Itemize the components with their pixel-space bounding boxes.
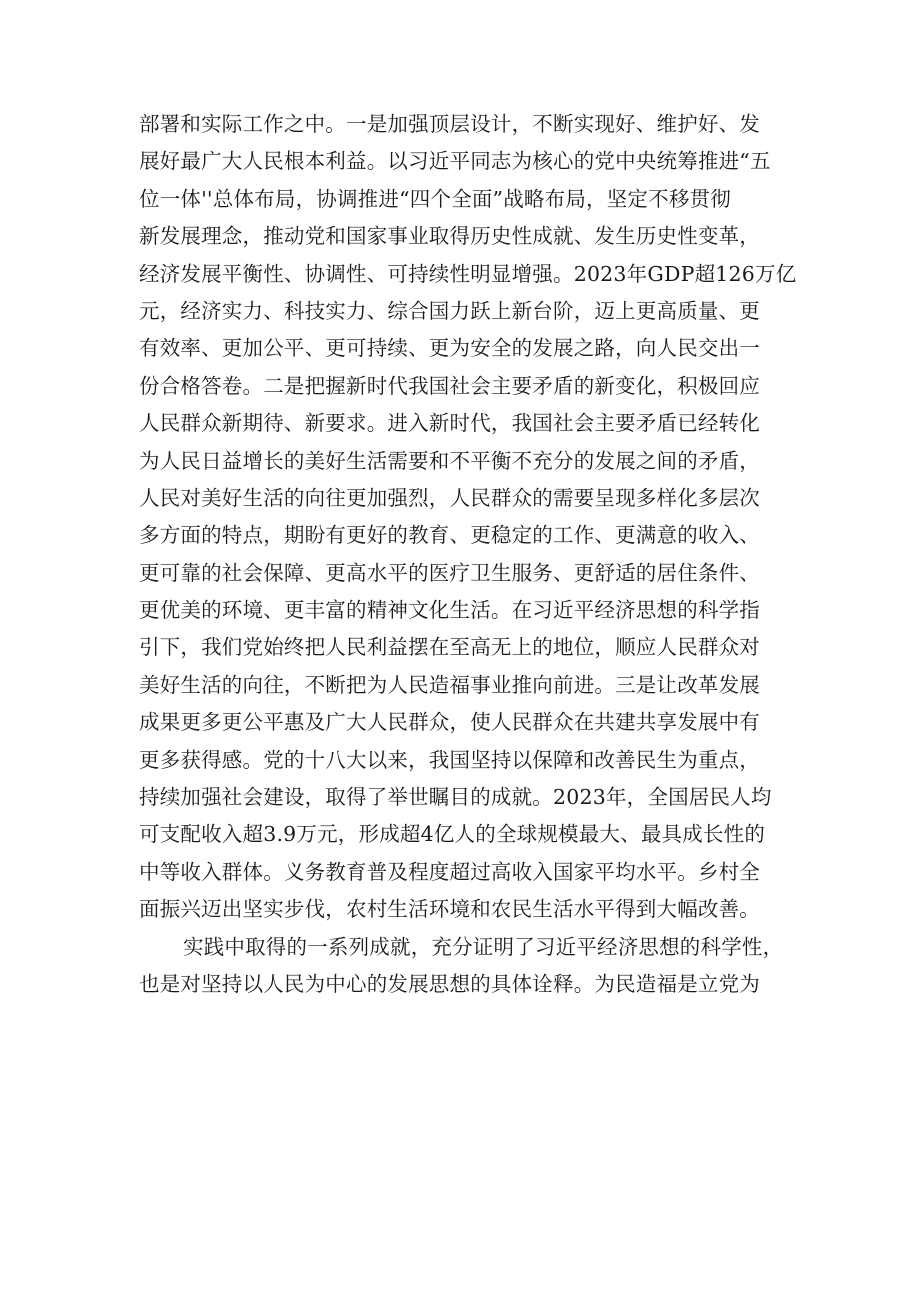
text-line-14: 更优美的环境、更丰富的精神文化生活。在习近平经济思想的科学指 <box>139 598 760 623</box>
text-line-12: 多方面的特点，期盼有更好的教育、更稳定的工作、更满意的收入、 <box>139 523 760 548</box>
text-line-23: 实践中取得的一系列成就，充分证明了习近平经济思想的科学性， <box>183 934 784 959</box>
text-line-5: 经济发展平衡性、协调性、可持续性明显增强。2023年GDP超126万亿 <box>139 261 797 286</box>
text-line-24: 也是对坚持以人民为中心的发展思想的具体诠释。为民造福是立党为 <box>139 971 760 996</box>
text-line-21: 中等收入群体。义务教育普及程度超过高收入国家平均水平。乡村全 <box>139 859 760 884</box>
text-line-22: 面振兴迈出坚实步伐，农村生活环境和农民生活水平得到大幅改善。 <box>139 897 760 922</box>
text-line-7: 有效率、更加公平、更可持续、更为安全的发展之路，向人民交出一 <box>139 336 760 361</box>
text-line-9: 人民群众新期待、新要求。进入新时代，我国社会主要矛盾已经转化 <box>139 411 760 436</box>
text-line-8: 份合格答卷。二是把握新时代我国社会主要矛盾的新变化，积极回应 <box>139 373 760 398</box>
text-line-4: 新发展理念，推动党和国家事业取得历史性成就、发生历史性变革， <box>139 224 760 249</box>
text-line-17: 成果更多更公平惠及广大人民群众，使人民群众在共建共享发展中有 <box>139 710 760 735</box>
text-line-10: 为人民日益增长的美好生活需要和不平衡不充分的发展之间的矛盾， <box>139 448 760 473</box>
text-line-20: 可支配收入超3.9万元，形成超4亿人的全球规模最大、最具成长性的 <box>139 822 766 847</box>
text-line-19: 持续加强社会建设，取得了举世瞩目的成就。2023年，全国居民人均 <box>139 785 772 810</box>
body-text <box>139 106 799 1003</box>
text-line-1: 部署和实际工作之中。一是加强顶层设计，不断实现好、维护好、发 <box>139 112 760 136</box>
text-line-3: 位一体''总体布局，协调推进“四个全面”战略布局，坚定不移贯彻 <box>139 186 731 211</box>
text-line-2: 展好最广大人民根本利益。以习近平同志为核心的党中央统筹推进“五 <box>139 149 771 174</box>
text-line-15: 引下，我们党始终把人民利益摆在至高无上的地位，顺应人民群众对 <box>139 635 760 660</box>
text-line-6: 元，经济实力、科技实力、综合国力跃上新台阶，迈上更高质量、更 <box>139 298 760 323</box>
text-line-16: 美好生活的向往，不断把为人民造福事业推向前进。三是让改革发展 <box>139 672 760 697</box>
text-line-18: 更多获得感。党的十八大以来，我国坚持以保障和改善民生为重点， <box>139 747 760 772</box>
text-line-11: 人民对美好生活的向往更加强烈，人民群众的需要呈现多样化多层次 <box>139 485 760 510</box>
text-line-13: 更可靠的社会保障、更高水平的医疗卫生服务、更舒适的居住条件、 <box>139 560 760 585</box>
